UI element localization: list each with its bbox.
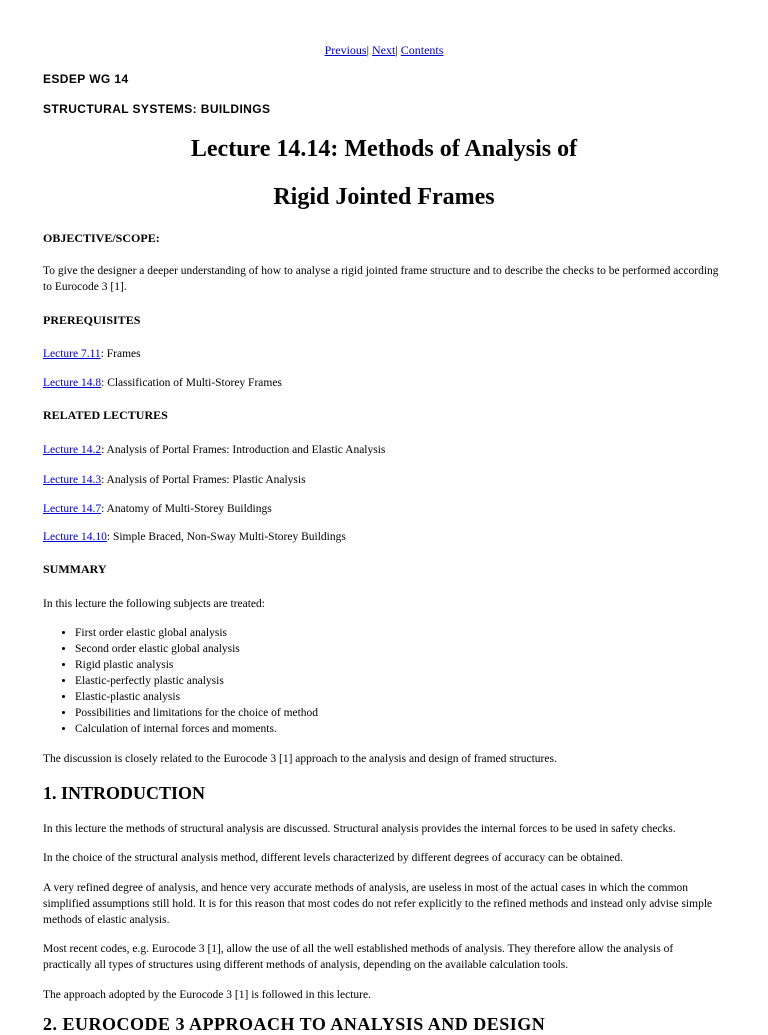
related-link[interactable]: Lecture 14.10 xyxy=(43,531,107,543)
list-item: • Elastic-perfectly plastic analysis xyxy=(75,673,318,689)
nav-separator: | xyxy=(366,43,369,57)
related-link[interactable]: Lecture 14.7 xyxy=(43,503,102,515)
prerequisite-description: : Frames xyxy=(100,348,141,360)
related-description: : Analysis of Portal Frames: Plastic Analysis xyxy=(101,474,306,486)
introduction-paragraph: In this lecture the methods of structural analysis are discussed. Structural analysis provides the internal forces to be used in safety checks. xyxy=(43,823,676,835)
list-item: • First order elastic global analysis xyxy=(75,625,318,641)
summary-heading: SUMMARY xyxy=(43,562,107,576)
next-link[interactable]: Next xyxy=(372,43,396,57)
related-item xyxy=(43,529,723,545)
introduction-paragraph: A very refined degree of analysis, and hence very accurate methods of analysis, are useless in most of the actual cases in which the common simplified assumptions still hold. It is for this reason that most codes do not refer explicitly to the refined methods and instead only advise simple methods of elastic analysis. xyxy=(43,882,713,926)
list-item: • Second order elastic global analysis xyxy=(75,641,318,657)
prerequisite-item xyxy=(43,375,723,391)
related-description: : Anatomy of Multi-Storey Buildings xyxy=(101,503,272,515)
summary-intro: In this lecture the following subjects are treated: xyxy=(43,598,265,610)
lecture-title-line1: Lecture 14.14: Methods of Analysis of xyxy=(190,136,578,162)
related-item xyxy=(43,472,723,488)
contents-link[interactable]: Contents xyxy=(400,43,444,57)
lecture-title-line2: Rigid Jointed Frames xyxy=(273,184,495,210)
group-label: STRUCTURAL SYSTEMS: BUILDINGS xyxy=(43,102,271,116)
prerequisite-link[interactable]: Lecture 14.8 xyxy=(43,377,102,389)
prerequisite-link[interactable]: Lecture 7.11 xyxy=(43,348,101,360)
related-description: : Simple Braced, Non-Sway Multi-Storey Buildings xyxy=(106,531,346,543)
list-item: • Rigid plastic analysis xyxy=(75,657,318,673)
prerequisite-description: : Classification of Multi-Storey Frames xyxy=(101,377,282,389)
objective-heading: OBJECTIVE/SCOPE: xyxy=(43,231,160,245)
series-label: ESDEP WG 14 xyxy=(43,72,129,86)
related-lectures-heading: RELATED LECTURES xyxy=(43,408,168,422)
list-item: • Calculation of internal forces and moments. xyxy=(75,721,318,737)
related-description: : Analysis of Portal Frames: Introduction and Elastic Analysis xyxy=(101,444,386,456)
introduction-heading: 1. INTRODUCTION xyxy=(43,783,206,803)
summary-closing: The discussion is closely related to the Eurocode 3 [1] approach to the analysis and design of framed structures. xyxy=(43,753,557,765)
related-link[interactable]: Lecture 14.2 xyxy=(43,444,102,456)
introduction-paragraph: The approach adopted by the Eurocode 3 [1] is followed in this lecture. xyxy=(43,989,371,1001)
prerequisites-heading: PREREQUISITES xyxy=(43,313,141,327)
related-item xyxy=(43,442,723,458)
top-navigation xyxy=(0,43,768,58)
objective-text: To give the designer a deeper understanding of how to analyse a rigid jointed frame structure and to describe the checks to be performed according to Eurocode 3 [1]. xyxy=(43,265,719,293)
next-section-heading: 2. EUROCODE 3 APPROACH TO ANALYSIS AND DESIGN xyxy=(43,1014,546,1034)
list-item: • Possibilities and limitations for the choice of method xyxy=(75,705,318,721)
related-item xyxy=(43,501,723,517)
introduction-paragraph: In the choice of the structural analysis method, different levels characterized by different degrees of accuracy can be obtained. xyxy=(43,852,624,864)
prerequisite-item xyxy=(43,346,723,362)
previous-link[interactable]: Previous xyxy=(324,43,367,57)
related-link[interactable]: Lecture 14.3 xyxy=(43,474,102,486)
nav-separator: | xyxy=(395,43,398,57)
summary-list xyxy=(43,625,318,737)
introduction-paragraph: Most recent codes, e.g. Eurocode 3 [1], allow the use of all the well established methods of analysis. They therefore allow the analysis of practically all types of structures using different methods of analysis, depending on the available calculation tools. xyxy=(43,943,674,971)
list-item: • Elastic-plastic analysis xyxy=(75,689,318,705)
